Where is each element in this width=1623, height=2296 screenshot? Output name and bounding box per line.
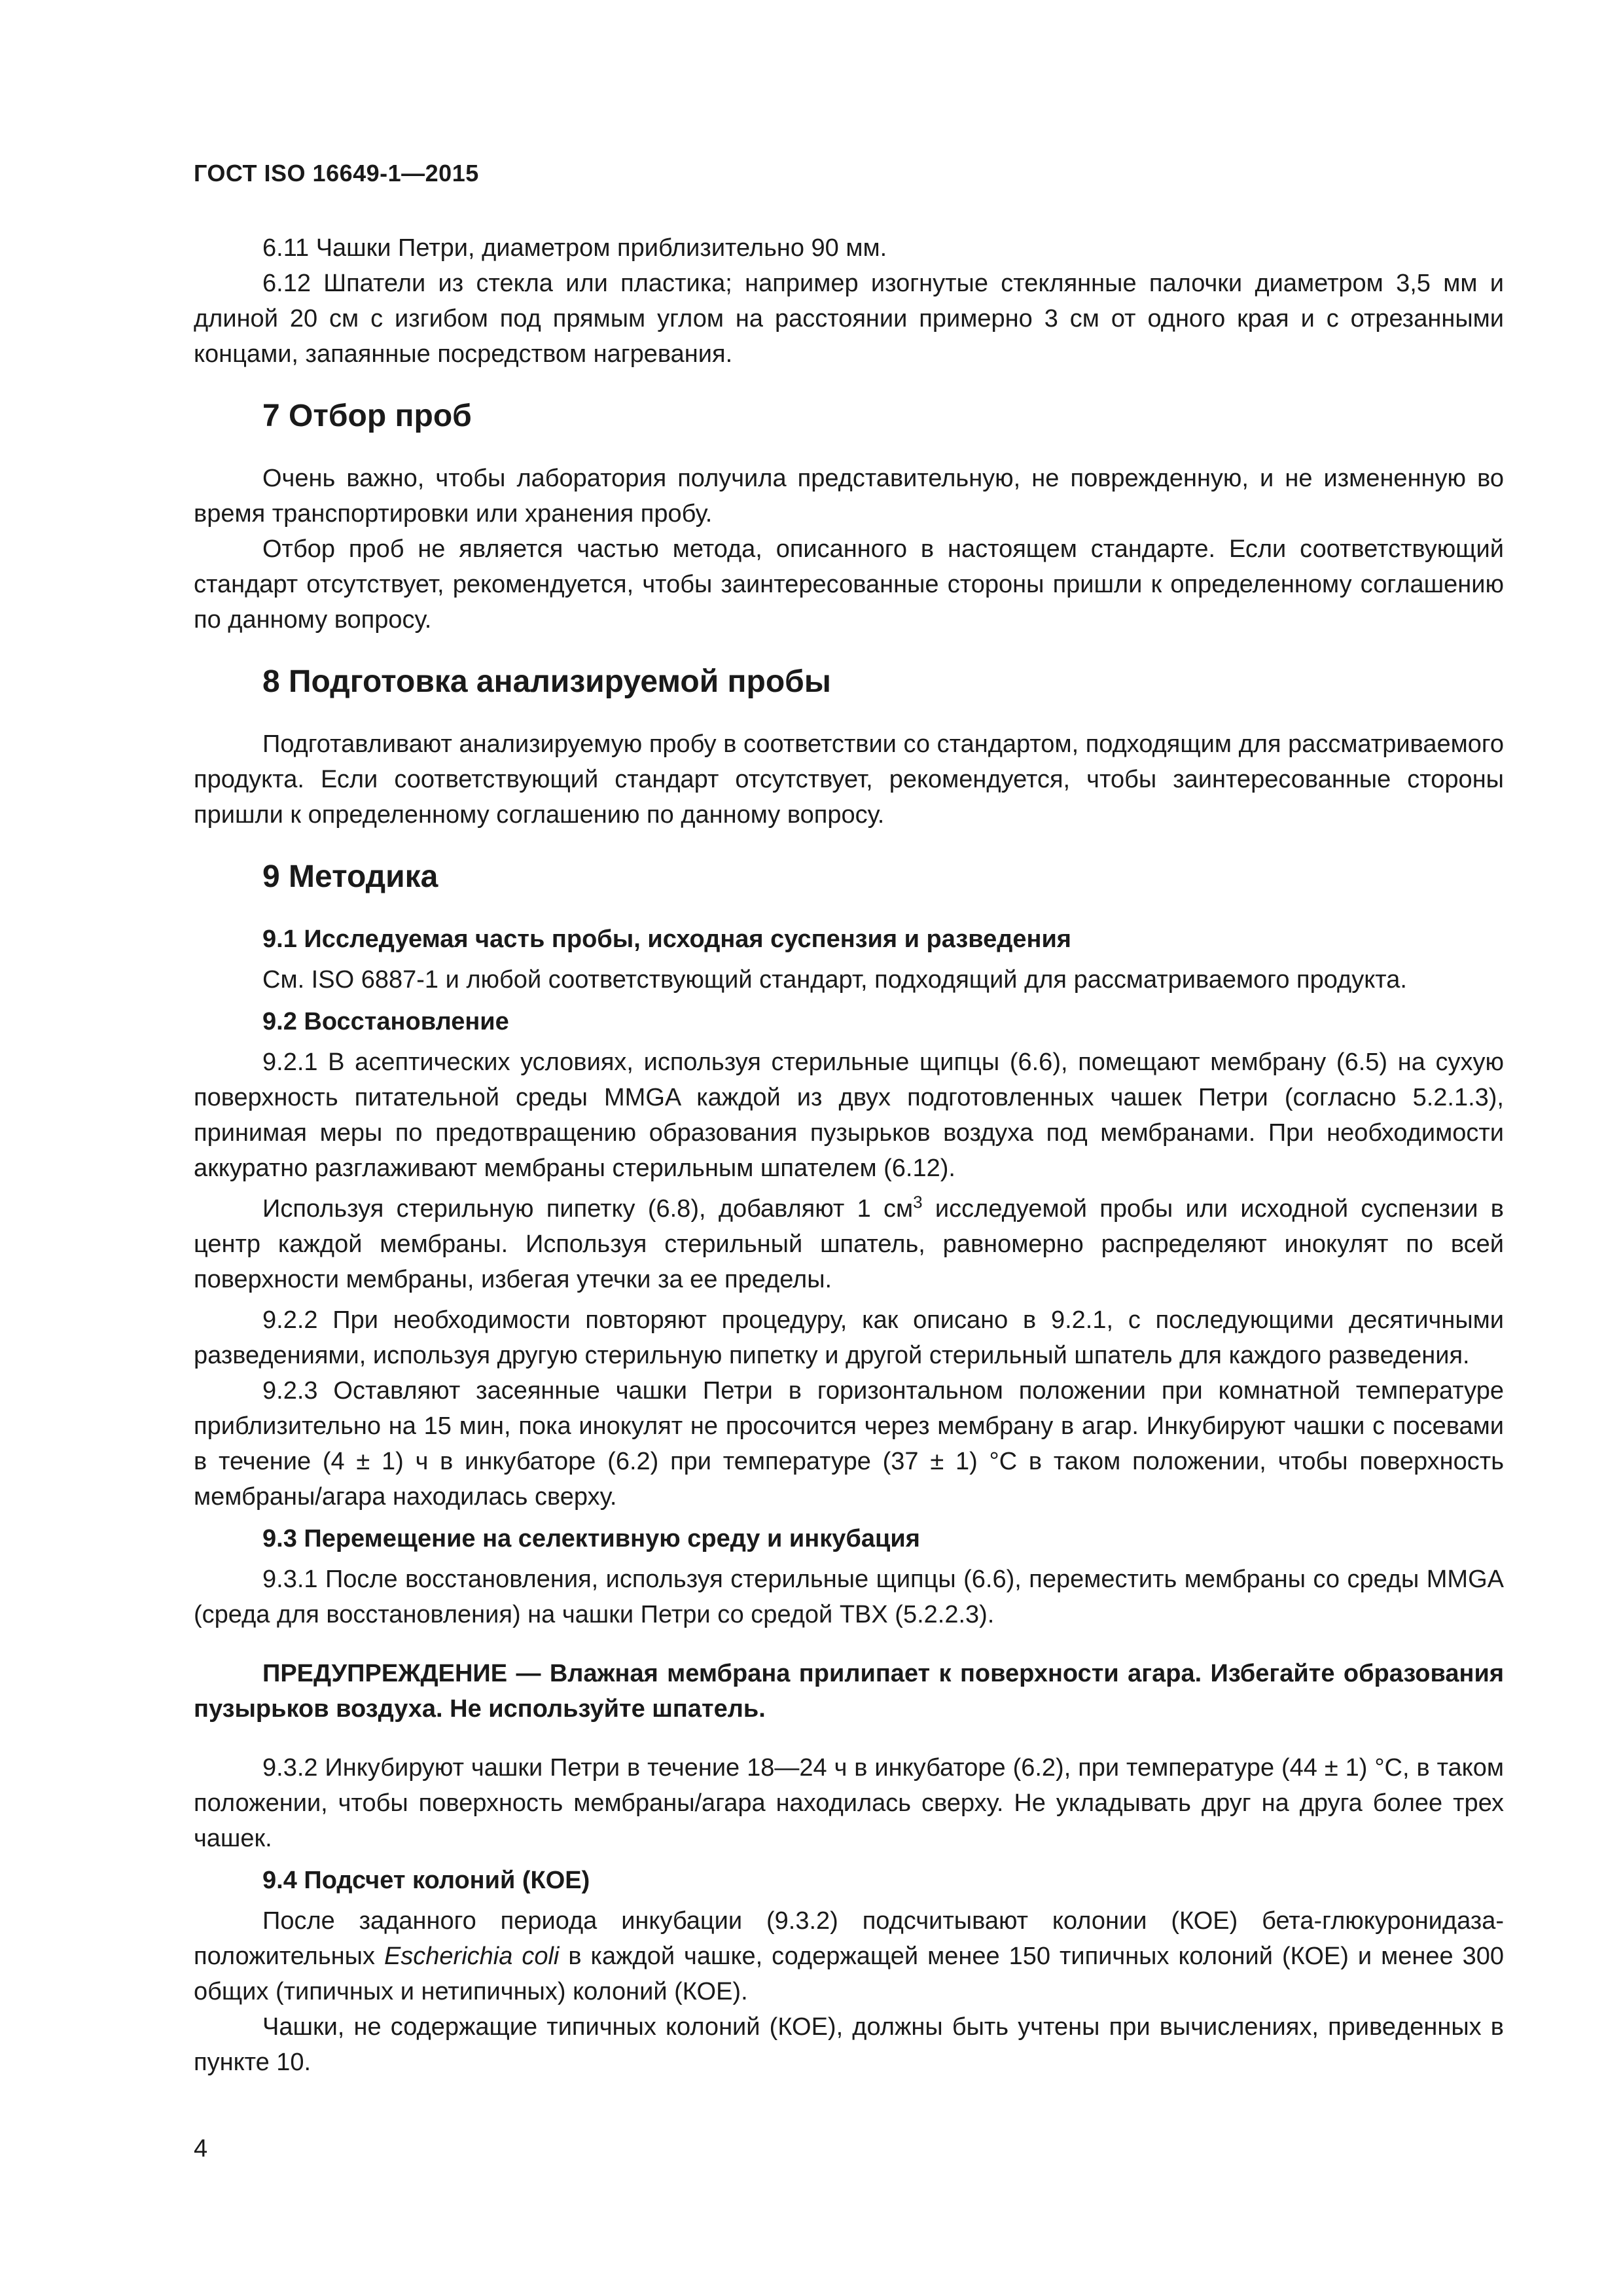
subsection-9-1-paragraph: См. ISO 6887-1 и любой соответствующий стандарт, подходящий для рассматриваемого продукта.	[262, 966, 1407, 994]
paragraph-6-11: 6.11 Чашки Петри, диаметром приблизительно 90 мм.	[262, 234, 887, 262]
colony-text-start: После заданного периода инкубации (9.3.2) подсчитывают колонии (КОЕ) бета-глюкуронидаза-положительных	[194, 1907, 1504, 1970]
page-content	[194, 230, 1504, 2080]
paragraph-9-4-1	[194, 1903, 1504, 2009]
pipette-text-end: исследуемой пробы или исходной суспензии в центр каждой мембраны. Используя стерильный шпатель, равномерно распределяют инокулят по всей поверхности мембраны, избегая утечки за ее пределы.	[194, 1195, 1504, 1293]
section-7-paragraph-2: Отбор проб не является частью метода, описанного в настоящем стандарте. Если соответствующий стандарт отсутствует, рекомендуется, чтобы заинтересованные стороны пришли к определенному соглашению по данному вопросу.	[194, 535, 1504, 634]
subsection-9-1-heading: 9.1 Исследуемая часть пробы, исходная суспензия и разведения	[262, 925, 1071, 953]
section-8-heading: 8 Подготовка анализируемой пробы	[262, 664, 831, 699]
section-7-paragraph-1: Очень важно, чтобы лаборатория получила представительную, не поврежденную, и не измененную во время транспортировки или хранения пробу.	[194, 465, 1504, 528]
paragraph-9-4-2: Чашки, не содержащие типичных колоний (КОЕ), должны быть учтены при вычислениях, приведенных в пункте 10.	[194, 2013, 1504, 2076]
cubic-superscript: 3	[913, 1192, 923, 1212]
page-number: 4	[194, 2135, 208, 2162]
subsection-9-2-heading: 9.2 Восстановление	[262, 1008, 509, 1035]
paragraph-9-2-1-pipette	[194, 1191, 1504, 1297]
paragraph-6-12: 6.12 Шпатели из стекла или пластика; например изогнутые стеклянные палочки диаметром 3,5 мм и длиной 20 см с изгибом под прямым углом на расстоянии примерно 3 см от одного края и с отрезанными концами, запаянные посредством нагревания.	[194, 270, 1504, 368]
warning-notice: ПРЕДУПРЕЖДЕНИЕ — Влажная мембрана прилипает к поверхности агара. Избегайте образования пузырьков воздуха. Не используйте шпатель.	[194, 1660, 1504, 1723]
document-header-id: ГОСТ ISO 16649-1—2015	[194, 160, 479, 187]
section-8-paragraph: Подготавливают анализируемую пробу в соответствии со стандартом, подходящим для рассматриваемого продукта. Если соответствующий стандарт отсутствует, рекомендуется, чтобы заинтересованные стороны пришли к определенному соглашению по данному вопросу.	[194, 730, 1504, 829]
paragraph-9-2-1: 9.2.1 В асептических условиях, используя стерильные щипцы (6.6), помещают мембрану (6.5) на сухую поверхность питательной среды MMGA каждой из двух подготовленных чашек Петри (согласно 5.2.1.3), принимая меры по предотвращению образования пузырьков воздуха под мембранами. При необходимости аккуратно разглаживают мембраны стерильным шпателем (6.12).	[194, 1049, 1504, 1182]
subsection-9-3-heading: 9.3 Перемещение на селективную среду и инкубация	[262, 1525, 920, 1552]
paragraph-9-3-1: 9.3.1 После восстановления, используя стерильные щипцы (6.6), переместить мембраны со среды MMGA (среда для восстановления) на чашки Петри со средой TBX (5.2.2.3).	[194, 1566, 1504, 1628]
colony-text-end: в каждой чашке, содержащей менее 150 типичных колоний (КОЕ) и менее 300 общих (типичных и нетипичных) колоний (КОЕ).	[194, 1943, 1504, 2005]
pipette-text-start: Используя стерильную пипетку (6.8), добавляют 1 см	[262, 1195, 914, 1223]
paragraph-9-3-2: 9.3.2 Инкубируют чашки Петри в течение 18—24 ч в инкубаторе (6.2), при температуре (44 ± 1) °С, в таком положении, чтобы поверхность мембраны/агара находилась сверху. Не укладывать друг на друга более трех чашек.	[194, 1754, 1504, 1852]
subsection-9-4-heading: 9.4 Подсчет колоний (КОЕ)	[262, 1867, 590, 1894]
paragraph-9-2-2: 9.2.2 При необходимости повторяют процедуру, как описано в 9.2.1, с последующими десятичными разведениями, используя другую стерильную пипетку и другой стерильный шпатель для каждого разведения.	[194, 1306, 1504, 1369]
section-9-heading: 9 Методика	[262, 859, 438, 894]
section-7-heading: 7 Отбор проб	[262, 399, 472, 433]
species-name: Escherichia coli	[383, 1943, 560, 1970]
paragraph-9-2-3: 9.2.3 Оставляют засеянные чашки Петри в горизонтальном положении при комнатной температуре приблизительно на 15 мин, пока инокулят не просочится через мембрану в агар. Инкубируют чашки с посевами в течение (4 ± 1) ч в инкубаторе (6.2) при температуре (37 ± 1) °С в таком положении, чтобы поверхность мембраны/агара находилась сверху.	[194, 1377, 1504, 1511]
